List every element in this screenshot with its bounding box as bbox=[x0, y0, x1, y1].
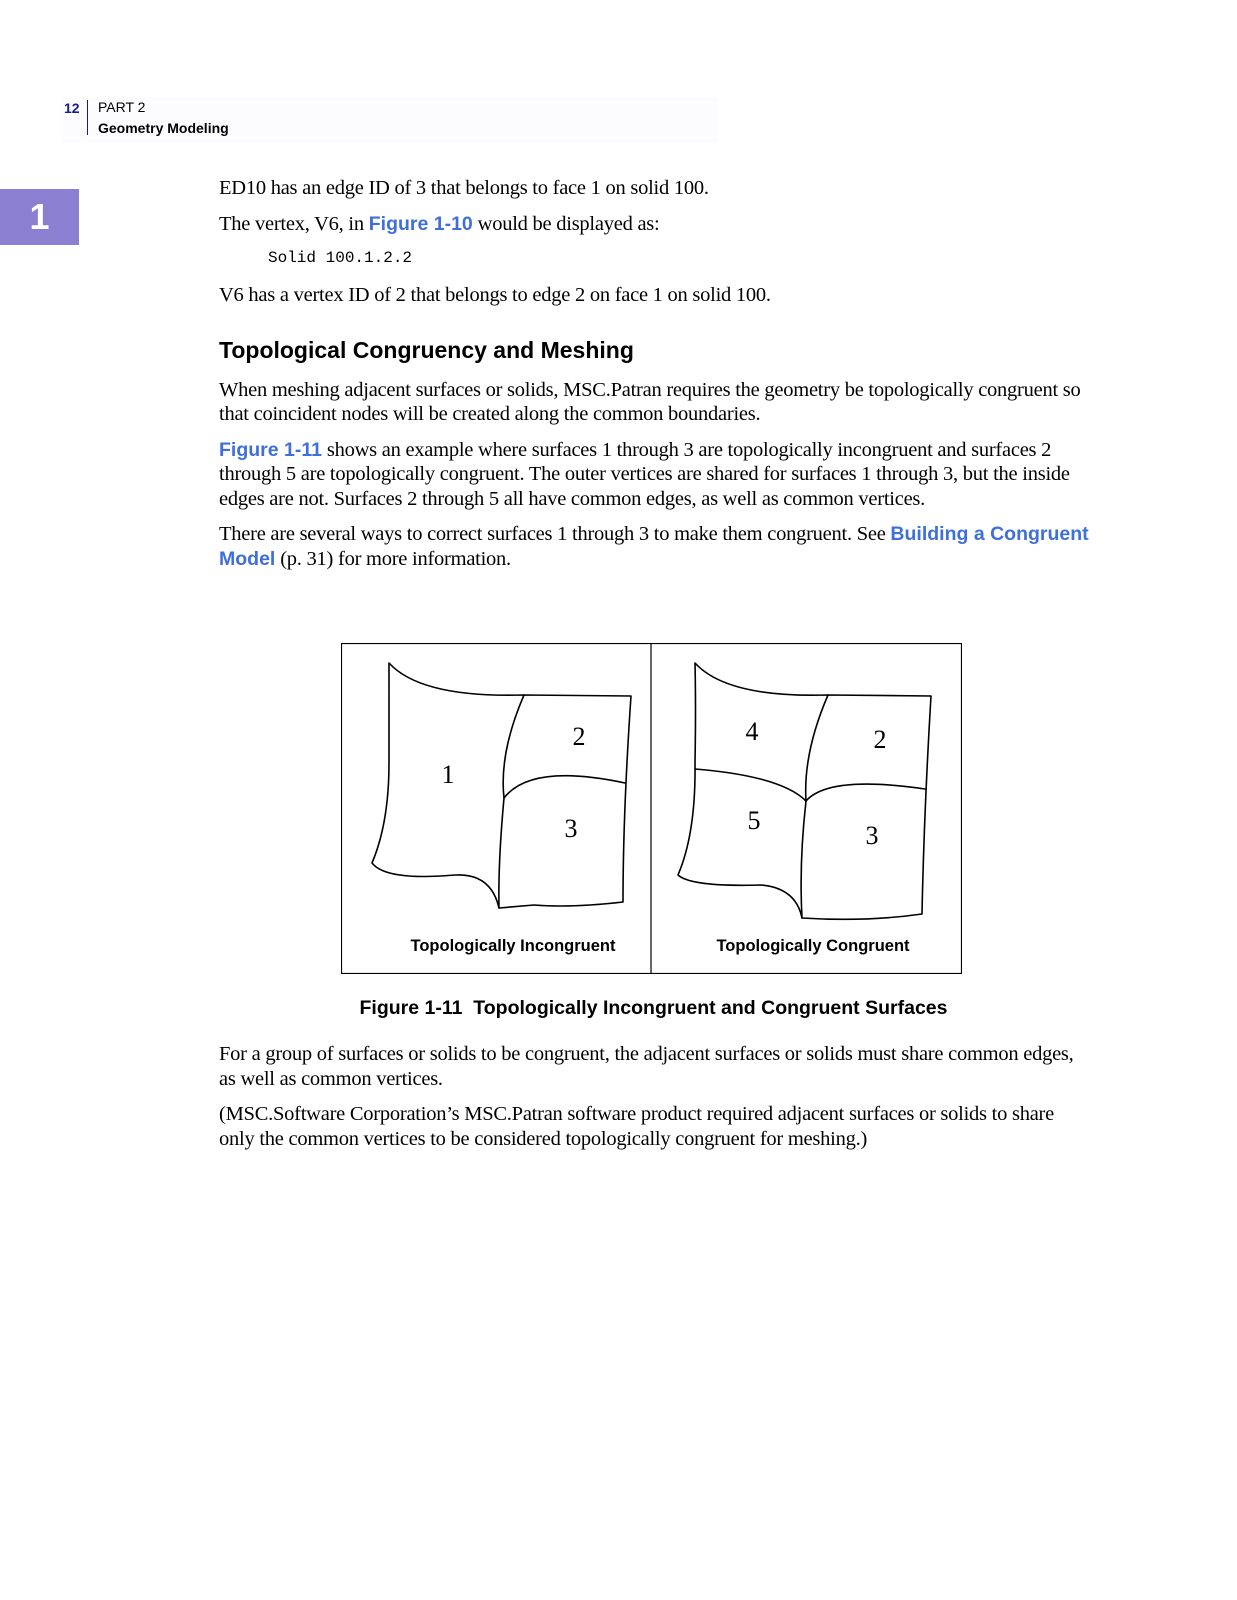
link-building-congruent-model[interactable]: Building a Congruent Model bbox=[219, 523, 1089, 570]
caption-congruent: Topologically Congruent bbox=[716, 937, 910, 955]
correct-text-end: (p. 31) for more information. bbox=[275, 547, 511, 570]
surface-label-right-2: 2 bbox=[873, 725, 887, 754]
paragraph-figure-ref bbox=[219, 438, 1089, 512]
section-heading: Topological Congruency and Meshing bbox=[219, 336, 634, 363]
link-figure-1-11[interactable]: Figure 1-11 bbox=[219, 438, 322, 461]
surface-label-right-5: 5 bbox=[747, 806, 761, 835]
congruent-outline bbox=[678, 663, 931, 919]
vertex-text-end: would be displayed as: bbox=[472, 212, 660, 235]
page-number: 12 bbox=[64, 100, 80, 116]
surface-label-left-2: 2 bbox=[572, 722, 586, 751]
header-divider bbox=[87, 100, 88, 135]
congruent-surfaces bbox=[678, 663, 931, 919]
surface-labels bbox=[442, 717, 887, 850]
incongruent-inner-horizontal bbox=[504, 776, 625, 798]
figure-caption: Figure 1-11 Topologically Incongruent and Congruent Surfaces bbox=[359, 997, 948, 1019]
incongruent-surfaces bbox=[372, 663, 631, 908]
paragraph-correct bbox=[219, 522, 1089, 571]
correct-text-start: There are several ways to correct surfaces 1 through 3 to make them congruent. See bbox=[219, 523, 891, 545]
link-figure-1-10[interactable]: Figure 1-10 bbox=[368, 212, 473, 235]
header-part: PART 2 bbox=[98, 99, 146, 115]
incongruent-inner-vertical bbox=[499, 695, 524, 908]
paragraph-edge-id: ED10 has an edge ID of 3 that belongs to face 1 on solid 100. bbox=[219, 177, 709, 199]
paragraph-vertex bbox=[219, 212, 1089, 237]
figure-1-11 bbox=[341, 643, 962, 974]
surface-label-right-4: 4 bbox=[745, 717, 759, 746]
paragraph-historical-note: (MSC.Software Corporation’s MSC.Patran software product required adjacent surfaces or solids to share only the common vertices to be considered topologically congruent for meshing.) bbox=[219, 1103, 1054, 1150]
surface-label-left-3: 3 bbox=[564, 814, 578, 843]
code-sample: Solid 100.1.2.2 bbox=[268, 249, 413, 267]
vertex-text-start: The vertex, V6, in bbox=[219, 212, 369, 235]
chapter-tab: 1 bbox=[0, 189, 79, 245]
surface-label-right-3: 3 bbox=[865, 821, 879, 850]
incongruent-outline bbox=[372, 663, 631, 908]
main-content bbox=[219, 176, 1089, 582]
paragraph-meshing: When meshing adjacent surfaces or solids, MSC.Patran requires the geometry be topologically congruent so that coincident nodes will be created along the common boundaries. bbox=[219, 378, 1081, 425]
caption-incongruent: Topologically Incongruent bbox=[410, 937, 616, 955]
paragraph-vertex-id: V6 has a vertex ID of 2 that belongs to edge 2 on face 1 on solid 100. bbox=[219, 284, 771, 306]
paragraph-congruent-definition: For a group of surfaces or solids to be congruent, the adjacent surfaces or solids must share common edges, as well as common vertices. bbox=[219, 1043, 1074, 1090]
congruent-inner-horizontal bbox=[695, 769, 925, 801]
congruent-inner-vertical bbox=[801, 695, 828, 918]
figure-ref-text: shows an example where surfaces 1 through 3 are topologically incongruent and surfaces 2 through 5 are topologically congruent. The outer vertices are shared for surfaces 1 through 3, but the inside edges are not. Surfaces 2 through 5 all have common edges, as well as common vertices. bbox=[219, 438, 1070, 510]
main-content-continued bbox=[219, 1042, 1089, 1162]
panel-captions bbox=[410, 937, 910, 955]
surface-label-left-1: 1 bbox=[441, 760, 455, 789]
figure-drawing bbox=[341, 643, 962, 974]
header-title: Geometry Modeling bbox=[98, 120, 229, 136]
